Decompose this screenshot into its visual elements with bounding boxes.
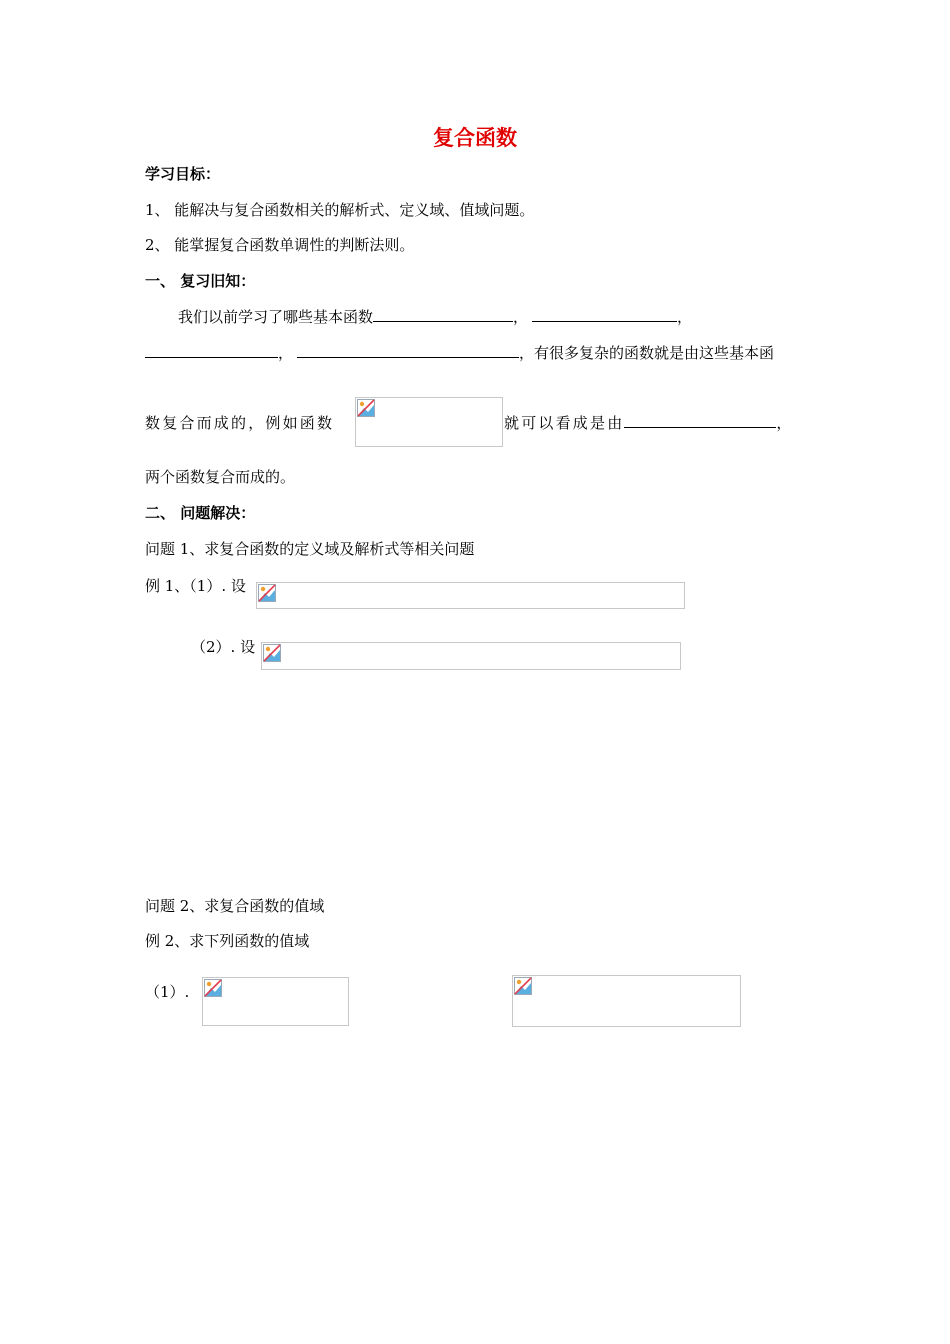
comma: ， <box>677 308 693 326</box>
document-title: 复合函数 <box>433 126 517 150</box>
broken-image-icon <box>357 399 375 417</box>
fill-blank[interactable] <box>624 413 776 428</box>
example-2-1-label: （1）. <box>145 983 190 1001</box>
review-line3-middle: 就可以看成是由 <box>504 414 625 432</box>
example-2-title: 例 2、求下列函数的值域 <box>145 932 310 950</box>
example-1-2-label: （2）. 设 <box>191 638 256 656</box>
review-line-2 <box>145 343 774 363</box>
objective-item-1: 1、 能解决与复合函数相关的解析式、定义域、值域问题。 <box>145 201 535 219</box>
review-line3-prefix: 数复合而成的，例如函数 <box>145 414 335 432</box>
formula-image <box>512 975 741 1027</box>
broken-image-icon <box>204 979 222 997</box>
formula-image <box>256 582 685 609</box>
problem-2-title: 问题 2、求复合函数的值域 <box>145 897 325 915</box>
fill-blank[interactable] <box>532 307 677 322</box>
fill-blank[interactable] <box>145 343 278 358</box>
example-1-1-label: 例 1、（1）. 设 <box>145 577 246 595</box>
formula-image <box>202 977 349 1026</box>
review-line2-text: ，有很多复杂的函数就是由这些基本函 <box>519 344 775 362</box>
review-line-4: 两个函数复合而成的。 <box>145 468 296 486</box>
comma: ， <box>513 308 529 326</box>
broken-image-icon <box>514 977 532 995</box>
broken-image-icon <box>258 584 276 602</box>
comma: ， <box>278 344 294 362</box>
problem-1-title: 问题 1、求复合函数的定义域及解析式等相关问题 <box>145 540 475 558</box>
formula-image <box>355 397 503 447</box>
broken-image-icon <box>263 644 281 662</box>
review-line3-rest <box>504 413 794 433</box>
review-line-1 <box>178 307 692 327</box>
fill-blank[interactable] <box>373 307 513 322</box>
fill-blank[interactable] <box>297 343 519 358</box>
review-line1-text: 我们以前学习了哪些基本函数 <box>178 308 374 326</box>
problems-heading: 二、 问题解决： <box>145 504 256 522</box>
objectives-heading: 学习目标： <box>145 165 221 183</box>
comma: ， <box>776 414 794 432</box>
review-heading: 一、 复习旧知： <box>145 272 256 290</box>
formula-image <box>261 642 681 670</box>
objective-item-2: 2、 能掌握复合函数单调性的判断法则。 <box>145 236 415 254</box>
